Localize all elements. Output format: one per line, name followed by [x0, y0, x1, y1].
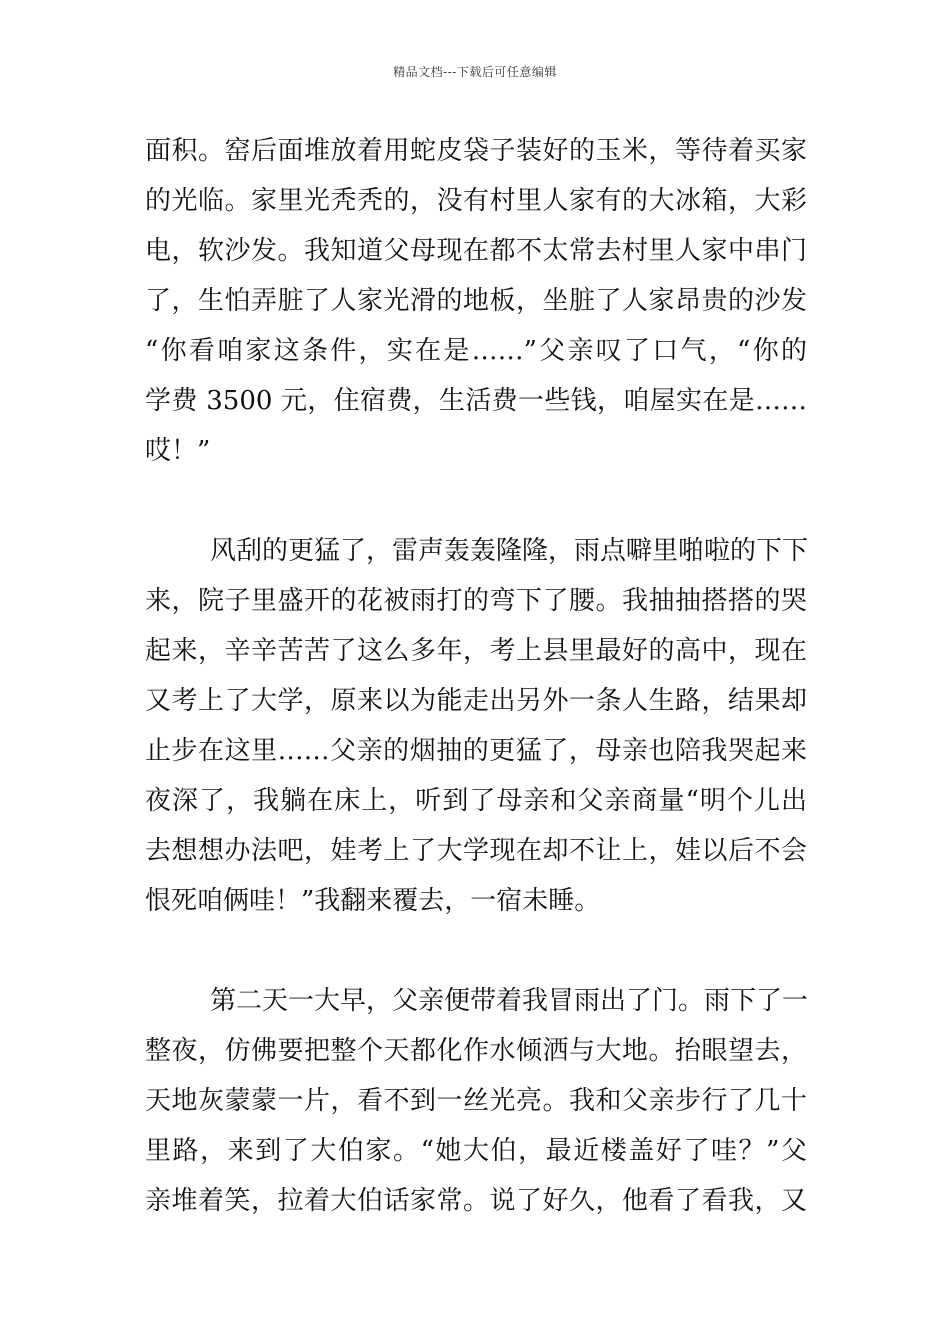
text-line: 天地灰蒙蒙一片，看不到一丝光亮。我和父亲步行了几十 — [145, 1086, 807, 1116]
paragraph-3 — [145, 976, 807, 1226]
text-line: 夜深了，我躺在床上，听到了母亲和父亲商量“明个儿出 — [145, 786, 807, 816]
text-line: 又考上了大学，原来以为能走出另外一条人生路，结果却 — [145, 686, 807, 716]
text-line: 风刮的更猛了，雷声轰轰隆隆，雨点噼里啪啦的下下 — [210, 536, 809, 566]
text-line: 起来，辛辛苦苦了这么多年，考上县里最好的高中，现在 — [145, 636, 807, 666]
text-line: 去想想办法吧，娃考上了大学现在却不让上，娃以后不会 — [145, 836, 807, 866]
paragraph-1 — [145, 126, 807, 476]
paragraph-spacer — [145, 926, 807, 976]
text-line: 整夜，仿佛要把整个天都化作水倾洒与大地。抬眼望去， — [145, 1036, 807, 1066]
text-line: 里路，来到了大伯家。“她大伯，最近楼盖好了哇？”父 — [145, 1136, 807, 1166]
text-line: 面积。窑后面堆放着用蛇皮袋子装好的玉米，等待着买家 — [145, 136, 807, 166]
text-line: 了，生怕弄脏了人家光滑的地板，坐脏了人家昂贵的沙发 — [145, 286, 807, 316]
text-line: 学费 3500 元，住宿费，生活费一些钱，咱屋实在是…… — [145, 386, 807, 416]
text-line: 电，软沙发。我知道父母现在都不太常去村里人家中串门 — [145, 236, 807, 266]
text-line: 来，院子里盛开的花被雨打的弯下了腰。我抽抽搭搭的哭 — [145, 586, 807, 616]
document-body — [145, 126, 807, 1226]
paragraph-spacer — [145, 476, 807, 526]
text-line: 止步在这里……父亲的烟抽的更猛了，母亲也陪我哭起来 — [145, 736, 807, 766]
text-line: 亲堆着笑，拉着大伯话家常。说了好久，他看了看我，又 — [145, 1186, 807, 1216]
page-header: 精品文档---下载后可任意编辑 — [393, 65, 557, 79]
text-line: 哎！” — [145, 436, 211, 466]
text-line: “你看咱家这条件，实在是……”父亲叹了口气，“你的 — [145, 336, 807, 366]
paragraph-2 — [145, 526, 807, 926]
text-line: 的光临。家里光秃秃的，没有村里人家有的大冰箱，大彩 — [145, 186, 807, 216]
text-line: 恨死咱俩哇！”我翻来覆去，一宿未睡。 — [145, 886, 601, 916]
text-line: 第二天一大早，父亲便带着我冒雨出了门。雨下了一 — [210, 986, 809, 1016]
